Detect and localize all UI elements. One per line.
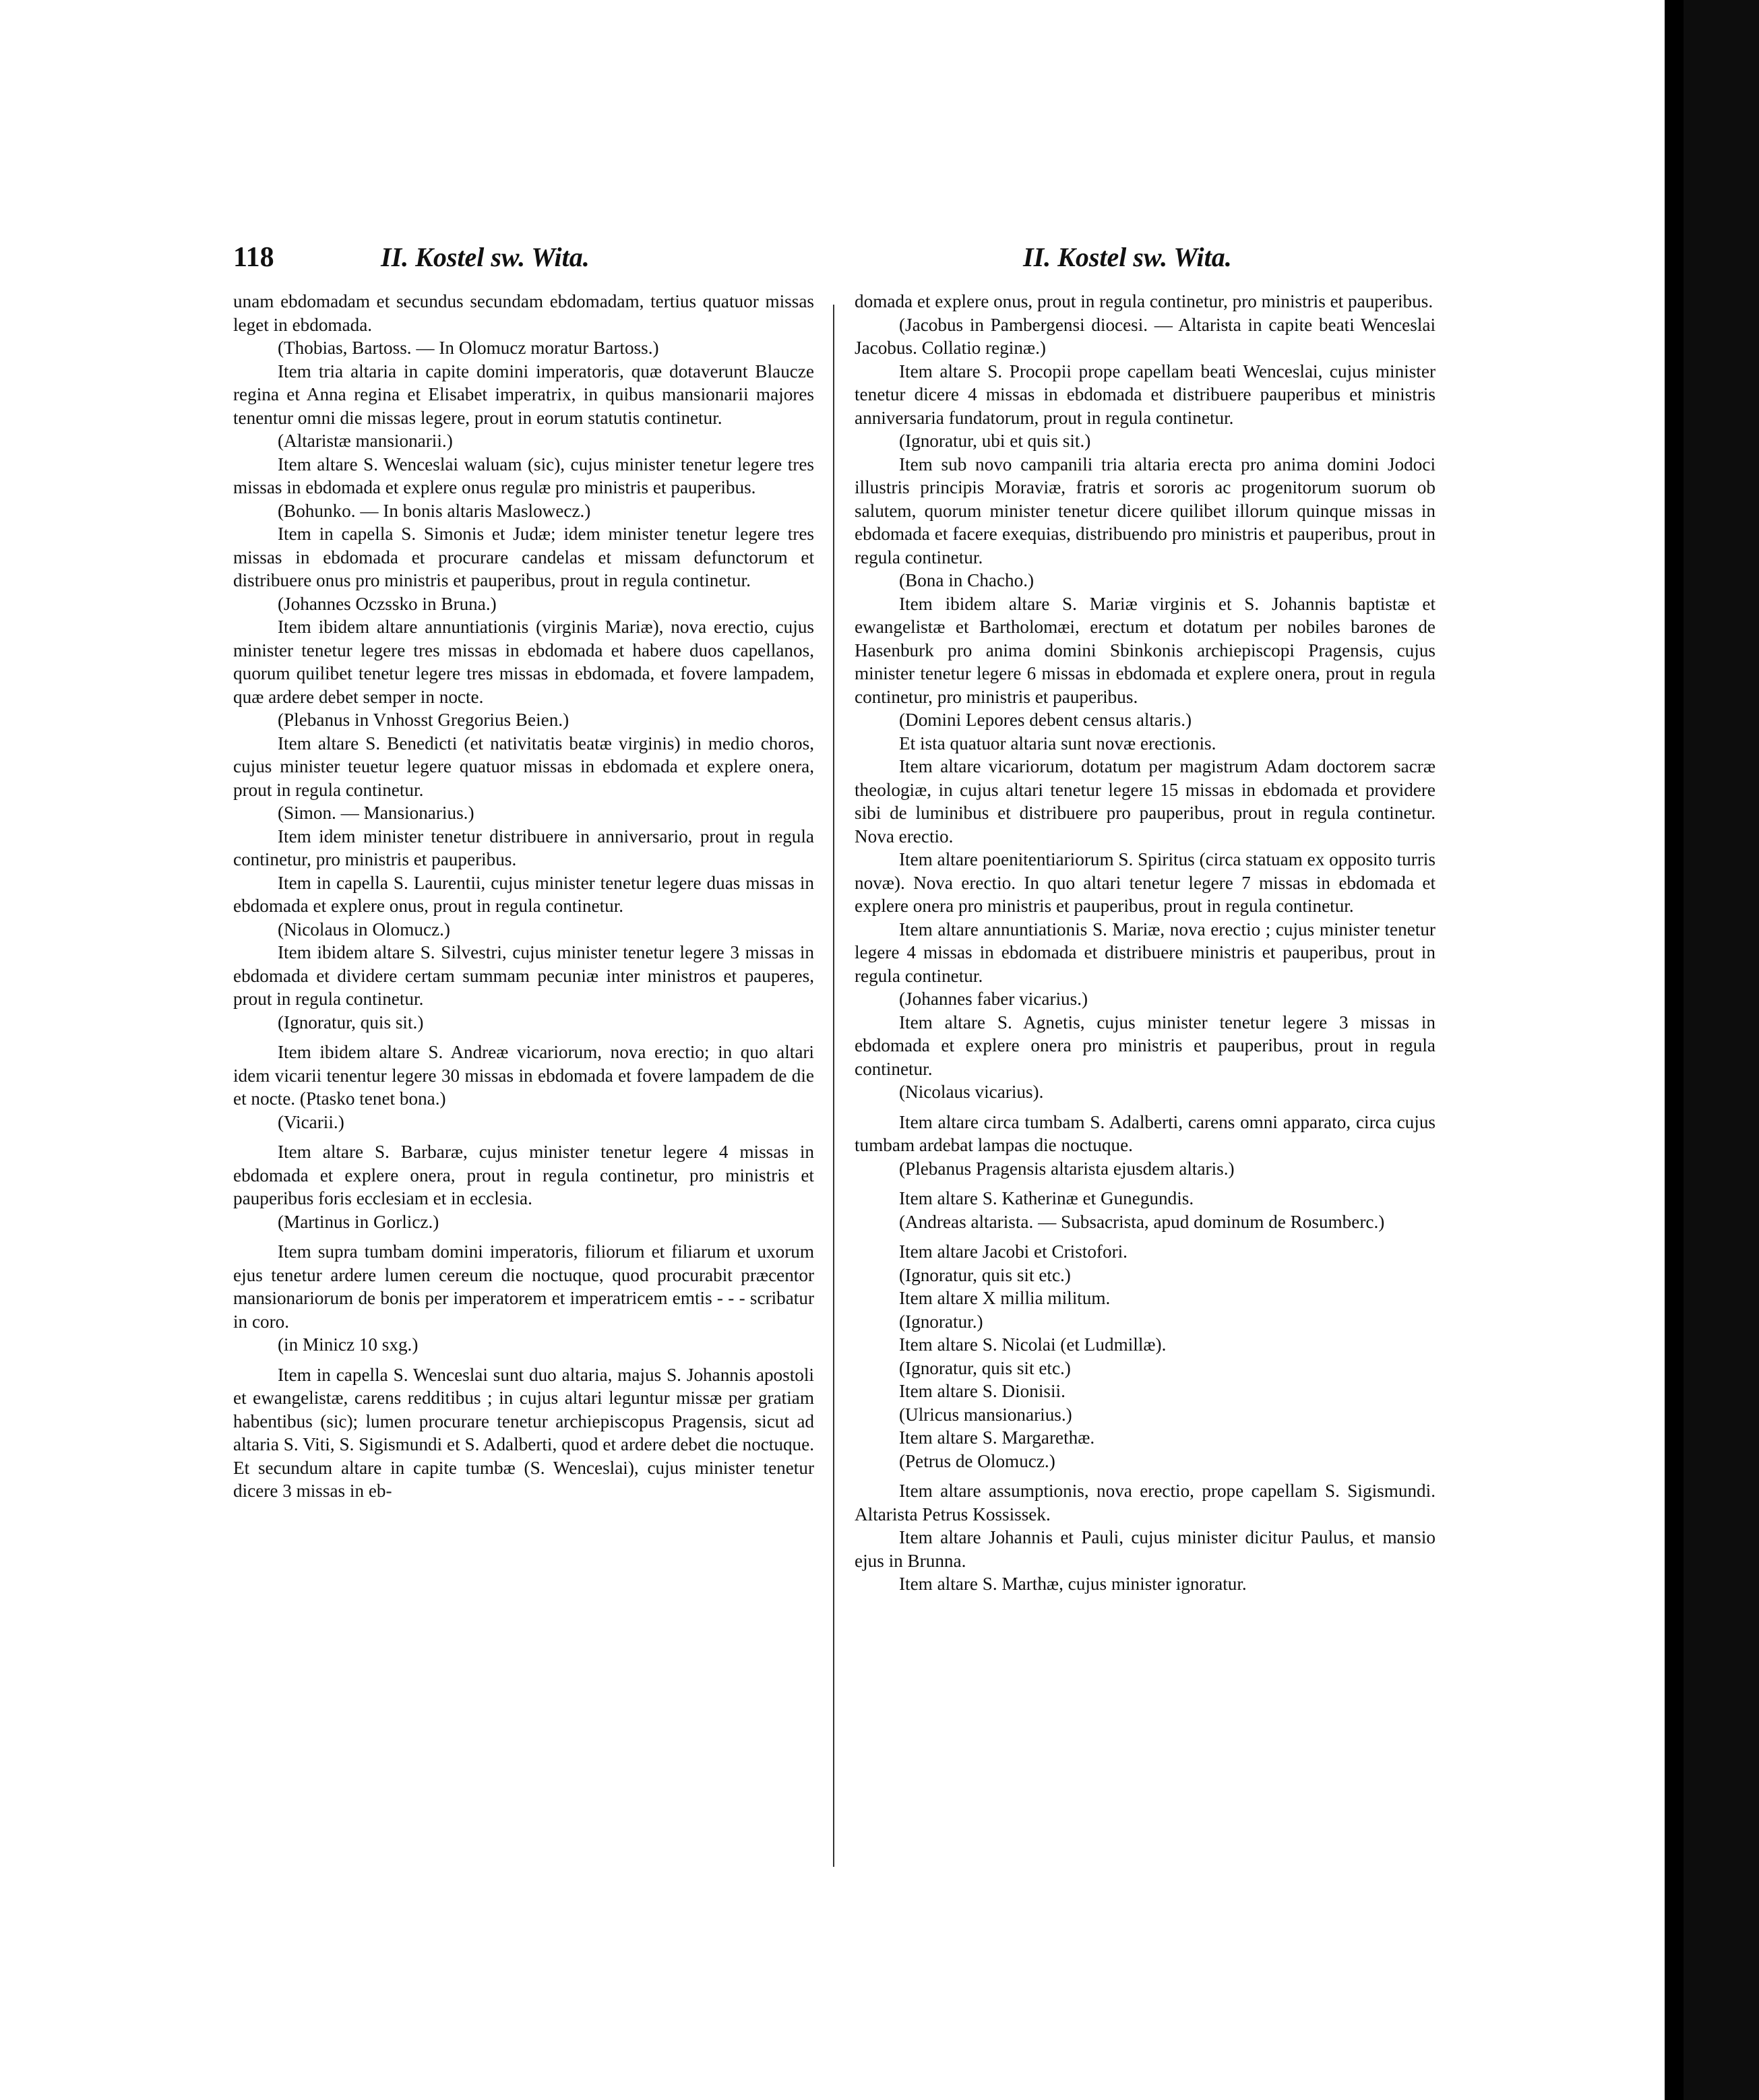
paragraph: Item tria altaria in capite domini imperatoris, quæ dotaverunt Blaucze regina et Anna regina et Elisabet imperatrix, in quibus mansionarii majores tenentur omni die missas legere, prout in eorum statutis continetur. bbox=[233, 361, 814, 428]
paragraph: (Simon. — Mansionarius.) bbox=[278, 803, 474, 823]
paragraph: Item altare S. Katherinæ et Gunegundis. bbox=[899, 1188, 1194, 1208]
paragraph: Item sub novo campanili tria altaria erecta pro anima domini Jodoci illustris principis Moraviæ, fratris et sororis ac progenitorum suorum ob salutem, quorum minister tenetur dicere quilibet illorum quinque missas in ebdomada et facere exequias, distribuendo pro ministris et pauperibus, prout in regula continetur. bbox=[855, 454, 1436, 567]
paragraph: Item altare S. Procopii prope capellam beati Wenceslai, cujus minister tenetur dicere 4 missas in ebdomada et distribuere pauperibus et ministris anniversaria fundatorum, prout in regula continetur. bbox=[855, 361, 1436, 428]
paragraph: Item altare S. Nicolai (et Ludmillæ). bbox=[899, 1334, 1167, 1355]
paragraph: (Nicolaus vicarius). bbox=[899, 1082, 1044, 1102]
running-head-right: II. Kostel sw. Wita. bbox=[1023, 242, 1232, 272]
paragraph: (Ignoratur, quis sit.) bbox=[278, 1012, 424, 1032]
paragraph: Et ista quatuor altaria sunt novæ erectionis. bbox=[899, 733, 1216, 753]
paragraph: Item altare annuntiationis S. Mariæ, nova erectio ; cujus minister tenetur legere 4 missas in ebdomada et distribuere ministris et pauperibus, prout in regula continetur. bbox=[855, 919, 1436, 986]
paragraph: Item altare vicariorum, dotatum per magistrum Adam doctorem sacræ theologiæ, in cujus altari tenetur legere 15 missas in ebdomada et providere sibi de luminibus et distribuere pro pauperibus, prout in regula continetur. Nova erectio. bbox=[855, 756, 1436, 846]
paragraph: Item altare circa tumbam S. Adalberti, carens omni apparato, circa cujus tumbam ardebat lampas die noctuque. bbox=[855, 1111, 1436, 1155]
paragraph: (Bohunko. — In bonis altaris Maslowecz.) bbox=[278, 500, 591, 521]
paragraph: (Vicarii.) bbox=[278, 1111, 344, 1132]
paragraph: (Nicolaus in Olomucz.) bbox=[278, 919, 450, 939]
column-divider bbox=[833, 305, 834, 1867]
paragraph: Item altare assumptionis, nova erectio, prope capellam S. Sigismundi. Altarista Petrus Kossissek. bbox=[855, 1481, 1436, 1524]
paragraph: (in Minicz 10 sxg.) bbox=[278, 1334, 419, 1355]
right-column bbox=[855, 290, 1436, 1596]
paragraph: (Thobias, Bartoss. — In Olomucz moratur Bartoss.) bbox=[278, 338, 659, 358]
page-number: 118 bbox=[233, 242, 274, 273]
paragraph: Item altare S. Marthæ, cujus minister ignoratur. bbox=[899, 1574, 1247, 1594]
paragraph: Item altare S. Agnetis, cujus minister tenetur legere 3 missas in ebdomada et explere onera pro ministris et pauperibus, prout in regula continetur. bbox=[855, 1012, 1436, 1079]
paragraph: Item altare S. Wenceslai waluam (sic), cujus minister tenetur legere tres missas in ebdomada et explere onus regulæ pro ministris et pauperibus. bbox=[233, 454, 814, 497]
paragraph: Item altare S. Barbaræ, cujus minister tenetur legere 4 missas in ebdomada et explere onera, prout in regula continetur, pro ministris et pauperibus foris ecclesiam et in ecclesia. bbox=[233, 1142, 814, 1208]
running-head-left: II. Kostel sw. Wita. bbox=[381, 242, 590, 272]
paragraph: (Ignoratur, quis sit etc.) bbox=[899, 1264, 1071, 1285]
paragraph: Item in capella S. Laurentii, cujus minister tenetur legere duas missas in ebdomada et explere onus, prout in regula continetur. bbox=[233, 872, 814, 916]
paragraph: (Jacobus in Pambergensi diocesi. — Altarista in capite beati Wenceslai Jacobus. Collatio reginæ.) bbox=[855, 314, 1436, 358]
paragraph: Item altare S. Margarethæ. bbox=[899, 1427, 1095, 1448]
paragraph: (Johannes Oczssko in Bruna.) bbox=[278, 593, 497, 614]
paragraph: unam ebdomadam et secundus secundam ebdomadam, tertius quatuor missas leget in ebdomada. bbox=[233, 291, 814, 335]
paragraph: Item ibidem altare S. Andreæ vicariorum, nova erectio; in quo altari idem vicarii tenentur legere 30 missas in ebdomada et fovere lampadem de die et nocte. (Ptasko tenet bona.) bbox=[233, 1042, 814, 1109]
paragraph: Item ibidem altare S. Mariæ virginis et S. Johannis baptistæ et ewangelistæ et Bartholomæi, erectum et dotatum per nobiles barones de Hasenburk pro anima domini Sbinkonis archiepiscopi Pragensis, cujus minister tenetur legere 6 missas in ebdomada et explere onera, prout in regula continetur, pro ministris et pauperibus. bbox=[855, 593, 1436, 707]
paragraph: (Altaristæ mansionarii.) bbox=[278, 431, 453, 451]
paragraph: Item altare poenitentiariorum S. Spiritus (circa statuam ex opposito turris novæ). Nova erectio. In quo altari tenetur legere 7 missas in ebdomada et explere onera pro ministris et pauperibus, prout in regula continetur. bbox=[855, 849, 1436, 916]
paragraph: (Ulricus mansionarius.) bbox=[899, 1404, 1072, 1425]
scan-edge-border bbox=[1665, 0, 1684, 2100]
paragraph: (Plebanus Pragensis altarista ejusdem altaris.) bbox=[899, 1158, 1235, 1179]
paragraph: domada et explere onus, prout in regula continetur, pro ministris et pauperibus. bbox=[855, 291, 1433, 311]
paragraph: (Petrus de Olomucz.) bbox=[899, 1450, 1055, 1471]
paragraph: (Plebanus in Vnhosst Gregorius Beien.) bbox=[278, 710, 569, 730]
left-column bbox=[233, 290, 814, 1503]
paragraph: Item ibidem altare S. Silvestri, cujus minister tenetur legere 3 missas in ebdomada et dividere certam summam pecuniæ inter ministros et pauperes, prout in regula continetur. bbox=[233, 942, 814, 1009]
paragraph: Item altare Jacobi et Cristofori. bbox=[899, 1241, 1128, 1262]
paragraph: (Ignoratur.) bbox=[899, 1311, 983, 1332]
paragraph: (Ignoratur, ubi et quis sit.) bbox=[899, 431, 1091, 451]
paragraph: (Domini Lepores debent census altaris.) bbox=[899, 710, 1192, 730]
paragraph: (Ignoratur, quis sit etc.) bbox=[899, 1357, 1071, 1378]
paragraph: Item in capella S. Wenceslai sunt duo altaria, majus S. Johannis apostoli et ewangelistæ, carens redditibus ; in cujus altari leguntur missæ per gratiam habentibus (sic); lumen procurare tenetur archiepiscopus Pragensis, sicut ad altaria S. Viti, S. Sigismundi et S. Adalberti, quod et ardere debet die noctuque. Et secundum altare in capite tumbæ (S. Wenceslai), cujus minister tenetur dicere 3 missas in eb- bbox=[233, 1364, 814, 1501]
paragraph: (Andreas altarista. — Subsacrista, apud dominum de Rosumberc.) bbox=[899, 1211, 1385, 1232]
paragraph: Item supra tumbam domini imperatoris, filiorum et filiarum et uxorum ejus tenetur ardere lumen cereum die noctuque, quod procurabit præcentor mansionariorum de bonis per imperatorem et imperatricem emtis - - - scribatur in coro. bbox=[233, 1241, 814, 1332]
paragraph: Item altare S. Dionisii. bbox=[899, 1381, 1066, 1401]
paragraph: Item altare S. Benedicti (et nativitatis beatæ virginis) in medio choros, cujus minister teuetur legere quatuor missas in ebdomada et explere onera, prout in regula continetur. bbox=[233, 733, 814, 800]
paragraph: (Bona in Chacho.) bbox=[899, 570, 1035, 590]
paragraph: Item altare Johannis et Pauli, cujus minister dicitur Paulus, et mansio ejus in Brunna. bbox=[855, 1527, 1436, 1571]
paragraph: Item idem minister tenetur distribuere in anniversario, prout in regula continetur, pro ministris et pauperibus. bbox=[233, 826, 814, 869]
paragraph: Item ibidem altare annuntiationis (virginis Mariæ), nova erectio, cujus minister tenetur legere tres missas in ebdomada et habere duos capellanos, quorum quilibet tenetur legere tres missas in ebdomada, et fovere lampadem, quæ ardere debet semper in nocte. bbox=[233, 617, 814, 707]
paragraph: Item altare X millia militum. bbox=[899, 1288, 1111, 1308]
paragraph: Item in capella S. Simonis et Judæ; idem minister tenetur legere tres missas in ebdomada et procurare candelas et missam defunctorum et distribuere onus pro ministris et pauperibus, prout in regula continetur. bbox=[233, 524, 814, 590]
paragraph: (Martinus in Gorlicz.) bbox=[278, 1211, 439, 1232]
paragraph: (Johannes faber vicarius.) bbox=[899, 989, 1088, 1009]
